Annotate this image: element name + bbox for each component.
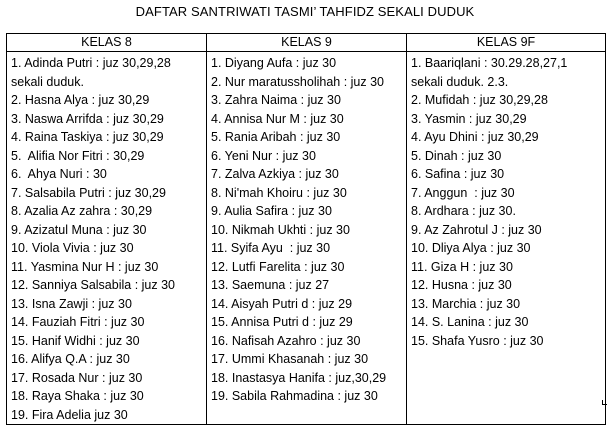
list-item: 14. S. Lanina : juz 30 (411, 315, 529, 329)
paragraph-end-marker (602, 400, 607, 405)
list-item: 11. Syifa Ayu : juz 30 (211, 241, 331, 255)
list-item: 15. Hanif Widhi : juz 30 (11, 333, 140, 348)
list-item: 3. Yasmin : juz 30,29 (411, 111, 527, 126)
list-item: 1. Baariqlani : 30.29.28,27,1 sekali duduk. 2.3. (411, 56, 571, 89)
column-kelas-9f (407, 52, 606, 425)
header-kelas-9f: KELAS 9F (407, 34, 606, 52)
list-item: 1. Diyang Aufa : juz 30 (211, 56, 337, 70)
list-item: 15. Shafa Yusro : juz 30 (411, 333, 544, 348)
name-list-kelas-8 (11, 54, 202, 424)
list-item: 14. Fauziah Fitri : juz 30 (11, 315, 145, 329)
list-item: 3. Zahra Naima : juz 30 (211, 93, 341, 107)
list-item: 17. Rosada Nur : juz 30 (11, 370, 143, 385)
list-item: 10. Viola Vivia : juz 30 (11, 241, 134, 255)
list-item: 13. Marchia : juz 30 (411, 296, 521, 311)
list-item: 19. Sabila Rahmadina : juz 30 (211, 389, 378, 403)
list-item: 5. Rania Aribah : juz 30 (211, 130, 341, 144)
list-item: 1. Adinda Putri : juz 30,29,28 sekali duduk. (11, 56, 175, 89)
list-item: 18. Inastasya Hanifa : juz,30,29 (211, 370, 387, 385)
list-item: 8. Azalia Az zahra : 30,29 (11, 204, 153, 218)
column-kelas-9 (207, 52, 407, 425)
list-item: 11. Yasmina Nur H : juz 30 (11, 259, 159, 274)
list-item: 12. Lutfi Farelita : juz 30 (211, 259, 345, 274)
list-item: 15. Annisa Putri d : juz 29 (211, 315, 353, 329)
list-item: 7. Anggun : juz 30 (411, 185, 515, 200)
list-item: 16. Alifya Q.A : juz 30 (11, 352, 130, 366)
names-row (7, 52, 606, 425)
list-item: 4. Annisa Nur M : juz 30 (211, 111, 344, 126)
list-item: 10. Dliya Alya : juz 30 (411, 241, 531, 255)
list-item: 11. Giza H : juz 30 (411, 259, 513, 274)
header-kelas-9: KELAS 9 (207, 34, 407, 52)
list-item: 19. Fira Adelia juz 30 (11, 407, 128, 422)
list-item: 2. Mufidah : juz 30,29,28 (411, 93, 548, 107)
list-item: 10. Nikmah Ukhti : juz 30 (211, 222, 350, 237)
list-item: 14. Aisyah Putri d : juz 29 (211, 296, 353, 311)
list-item: 13. Isna Zawji : juz 30 (11, 296, 132, 311)
list-item: 16. Nafisah Azahro : juz 30 (211, 333, 361, 348)
document-title: DAFTAR SANTRIWATI TASMI’ TAHFIDZ SEKALI DUDUK (135, 4, 475, 19)
list-item: 9. Azizatul Muna : juz 30 (11, 222, 147, 237)
list-item: 5. Alifia Nor Fitri : 30,29 (11, 148, 145, 163)
list-item: 9. Az Zahrotul J : juz 30 (411, 222, 542, 237)
list-item: 8. Ardhara : juz 30. (411, 204, 516, 218)
list-item: 7. Salsabila Putri : juz 30,29 (11, 185, 166, 200)
list-item: 3. Naswa Arrifda : juz 30,29 (11, 111, 164, 126)
list-item: 12. Sanniya Salsabila : juz 30 (11, 278, 175, 292)
list-item: 4. Raina Taskiya : juz 30,29 (11, 130, 164, 144)
name-list-kelas-9f (411, 54, 601, 350)
header-row (7, 34, 606, 52)
list-item: 12. Husna : juz 30 (411, 278, 512, 292)
list-item: 6. Yeni Nur : juz 30 (211, 148, 316, 163)
list-item: 2. Nur maratussholihah : juz 30 (211, 74, 385, 89)
list-item: 2. Hasna Alya : juz 30,29 (11, 93, 150, 107)
list-item: 8. Ni'mah Khoiru : juz 30 (211, 185, 347, 200)
list-item: 17. Ummi Khasanah : juz 30 (211, 352, 369, 366)
roster-table (6, 33, 606, 425)
name-list-kelas-9 (211, 54, 402, 406)
list-item: 4. Ayu Dhini : juz 30,29 (411, 130, 539, 144)
header-kelas-8: KELAS 8 (7, 34, 207, 52)
list-item: 9. Aulia Safira : juz 30 (211, 204, 332, 218)
list-item: 6. Safina : juz 30 (411, 167, 505, 181)
list-item: 13. Saemuna : juz 27 (211, 278, 330, 292)
list-item: 7. Zalva Azkiya : juz 30 (211, 167, 339, 181)
list-item: 18. Raya Shaka : juz 30 (11, 389, 144, 403)
list-item: 5. Dinah : juz 30 (411, 148, 502, 163)
column-kelas-8 (7, 52, 207, 425)
list-item: 6. Ahya Nuri : 30 (11, 167, 107, 181)
